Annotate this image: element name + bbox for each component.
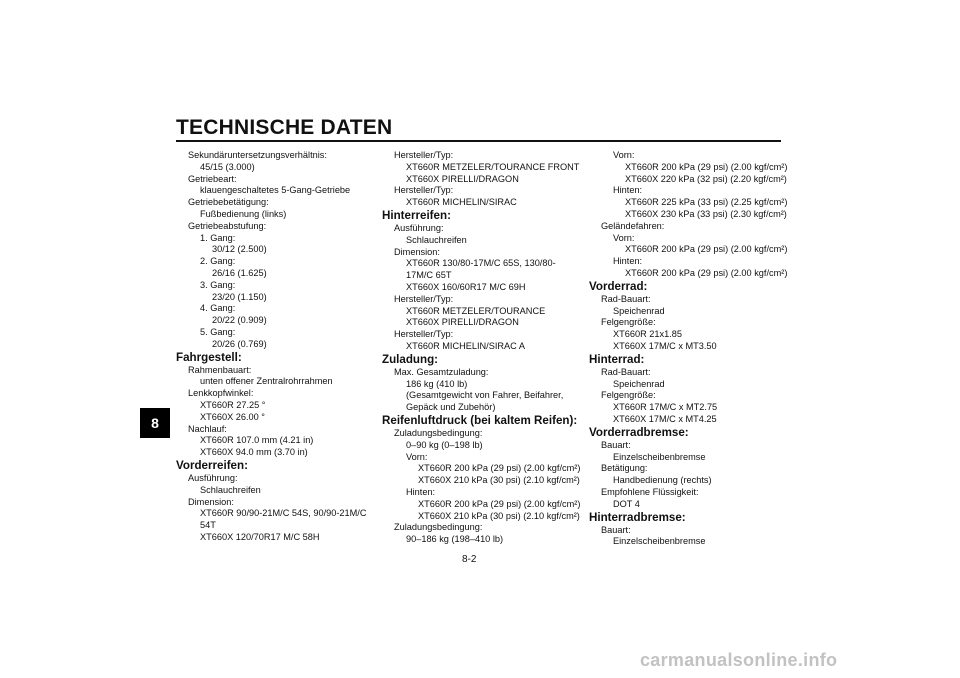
- spec-line: XT660X 220 kPa (32 psi) (2.20 kgf/cm²): [625, 173, 787, 184]
- spec-line: Getriebeabstufung:: [188, 220, 267, 231]
- spec-line: Max. Gesamtzuladung:: [394, 366, 489, 377]
- spec-line: Dimension:: [394, 246, 440, 257]
- spec-line: Nachlauf:: [188, 423, 227, 434]
- spec-line: 0–90 kg (0–198 lb): [406, 439, 483, 450]
- spec-line: XT660R METZELER/TOURANCE: [406, 305, 546, 316]
- spec-line: Hersteller/Typ:: [394, 329, 454, 340]
- spec-line: Betätigung:: [601, 463, 648, 474]
- watermark: carmanualsonline.info: [640, 650, 838, 670]
- spec-line: XT660X 26.00 °: [200, 411, 265, 422]
- spec-line: XT660R 200 kPa (29 psi) (2.00 kgf/cm²): [418, 498, 581, 509]
- spec-line: Fußbedienung (links): [200, 208, 287, 219]
- spec-line: XT660X 210 kPa (30 psi) (2.10 kgf/cm²): [418, 510, 580, 521]
- spec-line: 3. Gang:: [200, 279, 236, 290]
- spec-line: Einzelscheibenbremse: [613, 536, 706, 547]
- spec-line: XT660X 120/70R17 M/C 58H: [200, 531, 320, 542]
- spec-line: XT660R 225 kPa (33 psi) (2.25 kgf/cm²): [625, 197, 788, 208]
- spec-line: Speichenrad: [613, 378, 665, 389]
- spec-line: Rad-Bauart:: [601, 366, 651, 377]
- section-heading: Zuladung:: [382, 352, 439, 366]
- spec-line: 4. Gang:: [200, 303, 236, 314]
- spec-line: 5. Gang:: [200, 326, 236, 337]
- title-divider: [176, 140, 781, 142]
- spec-line: Vorn:: [613, 150, 635, 160]
- spec-line: Vorn:: [406, 451, 428, 462]
- spec-column-1: [176, 150, 374, 544]
- spec-line: XT660R 21x1.85: [613, 329, 682, 340]
- spec-line: Handbedienung (rechts): [613, 475, 712, 486]
- spec-line: Felgengröße:: [601, 390, 656, 401]
- spec-line: XT660R 107.0 mm (4.21 in): [200, 435, 314, 446]
- spec-line: 45/15 (3.000): [200, 161, 255, 172]
- spec-line: Ausführung:: [394, 222, 444, 233]
- chapter-tab: 8: [140, 408, 170, 438]
- spec-line: Geländefahren:: [601, 220, 665, 231]
- spec-line: 26/16 (1.625): [212, 267, 267, 278]
- spec-line: Schlauchreifen: [406, 234, 467, 245]
- spec-line: 30/12 (2.500): [212, 244, 267, 255]
- spec-line: Zuladungsbedingung:: [394, 522, 483, 533]
- spec-line: XT660R 90/90-21M/C 54S, 90/90-21M/C: [200, 508, 367, 519]
- spec-line: XT660X 160/60R17 M/C 69H: [406, 281, 526, 292]
- spec-line: 2. Gang:: [200, 256, 236, 267]
- spec-line: Empfohlene Flüssigkeit:: [601, 486, 699, 497]
- spec-line: Schlauchreifen: [200, 484, 261, 495]
- spec-line: XT660R 200 kPa (29 psi) (2.00 kgf/cm²): [625, 161, 788, 172]
- spec-line: Einzelscheibenbremse: [613, 451, 706, 462]
- spec-line: XT660X 230 kPa (33 psi) (2.30 kgf/cm²): [625, 208, 787, 219]
- spec-line: Speichenrad: [613, 305, 665, 316]
- spec-column-2: [382, 150, 582, 546]
- spec-line: 20/26 (0.769): [212, 338, 267, 349]
- spec-line: XT660R METZELER/TOURANCE FRONT: [406, 161, 580, 172]
- spec-line: XT660R 27.25 °: [200, 399, 266, 410]
- section-heading: Hinterreifen:: [382, 208, 451, 222]
- spec-line: XT660R MICHELIN/SIRAC: [406, 197, 517, 208]
- spec-line: (Gesamtgewicht von Fahrer, Beifahrer,: [406, 390, 564, 401]
- spec-line: XT660X 210 kPa (30 psi) (2.10 kgf/cm²): [418, 475, 580, 486]
- spec-column-3: [589, 150, 787, 548]
- spec-line: Getriebebetätigung:: [188, 197, 269, 208]
- spec-line: Vorn:: [613, 232, 635, 243]
- spec-line: Sekundäruntersetzungsverhältnis:: [188, 150, 327, 160]
- spec-line: XT660R 200 kPa (29 psi) (2.00 kgf/cm²): [418, 463, 581, 474]
- spec-line: Bauart:: [601, 524, 631, 535]
- spec-line: Rahmenbauart:: [188, 364, 252, 375]
- page-title: TECHNISCHE DATEN: [176, 116, 393, 139]
- spec-line: XT660X 94.0 mm (3.70 in): [200, 447, 308, 458]
- spec-line: XT660X PIRELLI/DRAGON: [406, 173, 519, 184]
- spec-line: Lenkkopfwinkel:: [188, 388, 254, 399]
- section-heading: Vorderradbremse:: [589, 425, 689, 439]
- spec-line: 186 kg (410 lb): [406, 378, 468, 389]
- spec-line: klauengeschaltetes 5-Gang-Getriebe: [200, 185, 351, 196]
- spec-line: Hinten:: [613, 185, 643, 196]
- spec-line: Hersteller/Typ:: [394, 150, 454, 160]
- spec-line: XT660R 200 kPa (29 psi) (2.00 kgf/cm²): [625, 267, 788, 278]
- spec-line: XT660R 130/80-17M/C 65S, 130/80-: [406, 258, 556, 269]
- section-heading: Reifenluftdruck (bei kaltem Reifen):: [382, 413, 578, 427]
- spec-line: XT660X 17M/C x MT3.50: [613, 340, 717, 351]
- section-heading: Fahrgestell:: [176, 350, 242, 364]
- spec-line: XT660X PIRELLI/DRAGON: [406, 317, 519, 328]
- spec-line: Hinten:: [406, 486, 436, 497]
- spec-line: Hersteller/Typ:: [394, 293, 454, 304]
- spec-line: Dimension:: [188, 496, 234, 507]
- spec-line: Rad-Bauart:: [601, 293, 651, 304]
- spec-line: Hinten:: [613, 256, 643, 267]
- spec-line: unten offener Zentralrohrrahmen: [200, 376, 333, 387]
- spec-line: Zuladungsbedingung:: [394, 427, 483, 438]
- section-heading: Vorderrad:: [589, 279, 648, 293]
- spec-line: DOT 4: [613, 498, 640, 509]
- spec-line: 54T: [200, 520, 216, 531]
- spec-line: 23/20 (1.150): [212, 291, 267, 302]
- spec-line: 90–186 kg (198–410 lb): [406, 534, 504, 545]
- section-heading: Hinterradbremse:: [589, 510, 686, 524]
- page-number: 8-2: [462, 554, 477, 565]
- spec-line: XT660R 17M/C x MT2.75: [613, 402, 718, 413]
- spec-line: Felgengröße:: [601, 317, 656, 328]
- spec-line: Bauart:: [601, 439, 631, 450]
- spec-line: Getriebeart:: [188, 173, 237, 184]
- spec-line: XT660X 17M/C x MT4.25: [613, 413, 717, 424]
- spec-line: 17M/C 65T: [406, 270, 452, 281]
- section-heading: Hinterrad:: [589, 352, 645, 366]
- spec-line: 20/22 (0.909): [212, 315, 267, 326]
- spec-line: Gepäck und Zubehör): [406, 402, 496, 413]
- spec-line: Ausführung:: [188, 472, 238, 483]
- spec-line: Hersteller/Typ:: [394, 185, 454, 196]
- spec-line: XT660R 200 kPa (29 psi) (2.00 kgf/cm²): [625, 244, 788, 255]
- section-heading: Vorderreifen:: [176, 458, 248, 472]
- spec-line: XT660R MICHELIN/SIRAC A: [406, 340, 525, 351]
- spec-line: 1. Gang:: [200, 232, 236, 243]
